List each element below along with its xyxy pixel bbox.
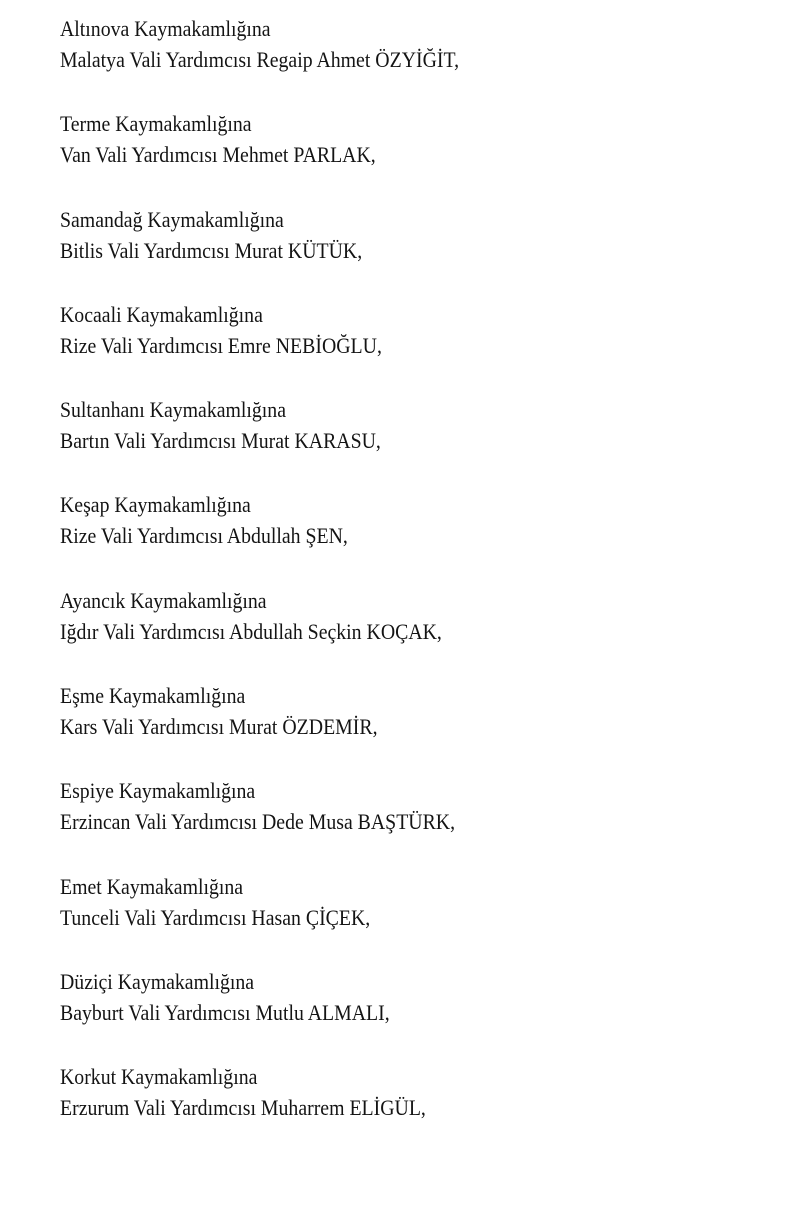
appointee-name: Erzurum Vali Yardımcısı Muharrem ELİGÜL, <box>60 1095 426 1121</box>
appointee-name: Iğdır Vali Yardımcısı Abdullah Seçkin KOÇAK, <box>60 618 442 644</box>
appointment-entry <box>60 680 780 775</box>
appointee-name: Van Vali Yardımcısı Mehmet PARLAK, <box>60 142 376 168</box>
appointment-entry <box>60 1061 780 1156</box>
office-name: Espiye Kaymakamlığına <box>60 778 256 804</box>
office-name: Düziçi Kaymakamlığına <box>60 968 255 994</box>
office-name: Emet Kaymakamlığına <box>60 873 244 899</box>
appointment-entry <box>60 299 780 394</box>
office-name: Eşme Kaymakamlığına <box>60 683 246 709</box>
appointee-name: Bartın Vali Yardımcısı Murat KARASU, <box>60 428 381 454</box>
office-name: Altınova Kaymakamlığına <box>60 16 271 41</box>
appointee-name: Bitlis Vali Yardımcısı Murat KÜTÜK, <box>60 237 363 263</box>
appointment-entry <box>60 871 780 966</box>
office-name: Kocaali Kaymakamlığına <box>60 301 263 327</box>
appointee-name: Erzincan Vali Yardımcısı Dede Musa BAŞTÜRK, <box>60 809 456 835</box>
appointee-name: Malatya Vali Yardımcısı Regaip Ahmet ÖZYİĞİT, <box>60 47 460 72</box>
appointee-name: Tunceli Vali Yardımcısı Hasan ÇİÇEK, <box>60 904 371 930</box>
appointment-entry <box>60 204 780 299</box>
appointment-entry <box>60 108 780 203</box>
appointment-entry <box>60 394 780 489</box>
appointment-entry <box>60 489 780 584</box>
appointee-name: Bayburt Vali Yardımcısı Mutlu ALMALI, <box>60 999 390 1025</box>
appointment-entry <box>60 585 780 680</box>
office-name: Terme Kaymakamlığına <box>60 111 252 137</box>
appointment-entry <box>60 13 780 108</box>
appointment-entry <box>60 775 780 870</box>
appointment-entry <box>60 966 780 1061</box>
office-name: Sultanhanı Kaymakamlığına <box>60 397 286 423</box>
appointee-name: Rize Vali Yardımcısı Emre NEBİOĞLU, <box>60 332 382 358</box>
office-name: Keşap Kaymakamlığına <box>60 492 251 518</box>
office-name: Ayancık Kaymakamlığına <box>60 587 267 613</box>
office-name: Korkut Kaymakamlığına <box>60 1064 258 1090</box>
appointee-name: Rize Vali Yardımcısı Abdullah ŞEN, <box>60 523 348 549</box>
appointee-name: Kars Vali Yardımcısı Murat ÖZDEMİR, <box>60 714 378 740</box>
appointment-list <box>60 13 780 1157</box>
office-name: Samandağ Kaymakamlığına <box>60 206 284 232</box>
